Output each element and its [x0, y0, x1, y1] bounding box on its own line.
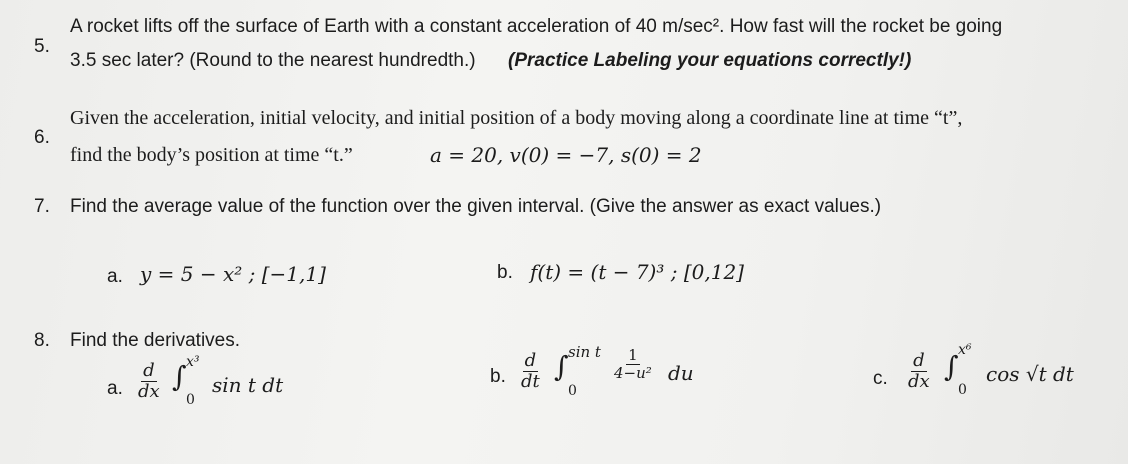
part-a-label: a. [107, 266, 123, 287]
problem-number: 5. [34, 36, 50, 57]
problem-text-line1: A rocket lifts off the surface of Earth with a constant acceleration of 40 m/sec². How fast will the rocket be going [70, 16, 1003, 37]
problem-text-line2: 3.5 sec later? (Round to the nearest hundredth.) [70, 50, 476, 71]
integral-sign-icon: ∫ [172, 360, 187, 393]
lower-limit: 0 [186, 392, 195, 408]
problem-text-line1: Given the acceleration, initial velocity, and initial position of a body moving along a coordinate line at time “t”, [70, 107, 963, 129]
part-b-label: b. [490, 366, 506, 387]
part-b-label: b. [497, 262, 513, 283]
problem-text: Find the average value of the function over the given interval. (Give the answer as exact values.) [70, 196, 882, 217]
emphasis-note: (Practice Labeling your equations correctly!) [508, 50, 912, 71]
problem-text: Find the derivatives. [70, 330, 241, 351]
derivative-operator: $\frac{d}{dx}$ [908, 350, 930, 392]
part-a-label: a. [107, 378, 123, 399]
part-a-expression: y = 5 − x² ; [−1,1] [140, 262, 326, 286]
derivative-operator: $\frac{d}{dt}$ [521, 350, 540, 392]
integral-sign-icon: ∫ [554, 350, 569, 383]
upper-limit: x³ [186, 354, 200, 370]
differential: du [668, 361, 694, 385]
problem-text-line2: find the body’s position at time “t.” [70, 144, 353, 166]
part-b-expression: f(t) = (t − 7)³ ; [0,12] [530, 260, 744, 284]
upper-limit: sin t [568, 343, 601, 361]
problem-number: 7. [34, 196, 50, 217]
integral-sign-icon: ∫ [944, 350, 959, 383]
initial-conditions: a = 20, v(0) = −7, s(0) = 2 [430, 143, 702, 167]
problem-number: 6. [34, 127, 50, 148]
part-c-label: c. [873, 368, 888, 389]
integrand: sin t dt [212, 373, 284, 397]
lower-limit: 0 [568, 383, 577, 399]
upper-limit: x⁶ [958, 342, 972, 358]
integrand-fraction: $\frac{1}{\text{4−u²}}$ [614, 346, 652, 382]
derivative-operator: $\frac{d}{dx}$ [138, 360, 160, 402]
lower-limit: 0 [958, 382, 967, 398]
integrand: cos √t dt [986, 362, 1074, 386]
problem-number: 8. [34, 330, 50, 351]
